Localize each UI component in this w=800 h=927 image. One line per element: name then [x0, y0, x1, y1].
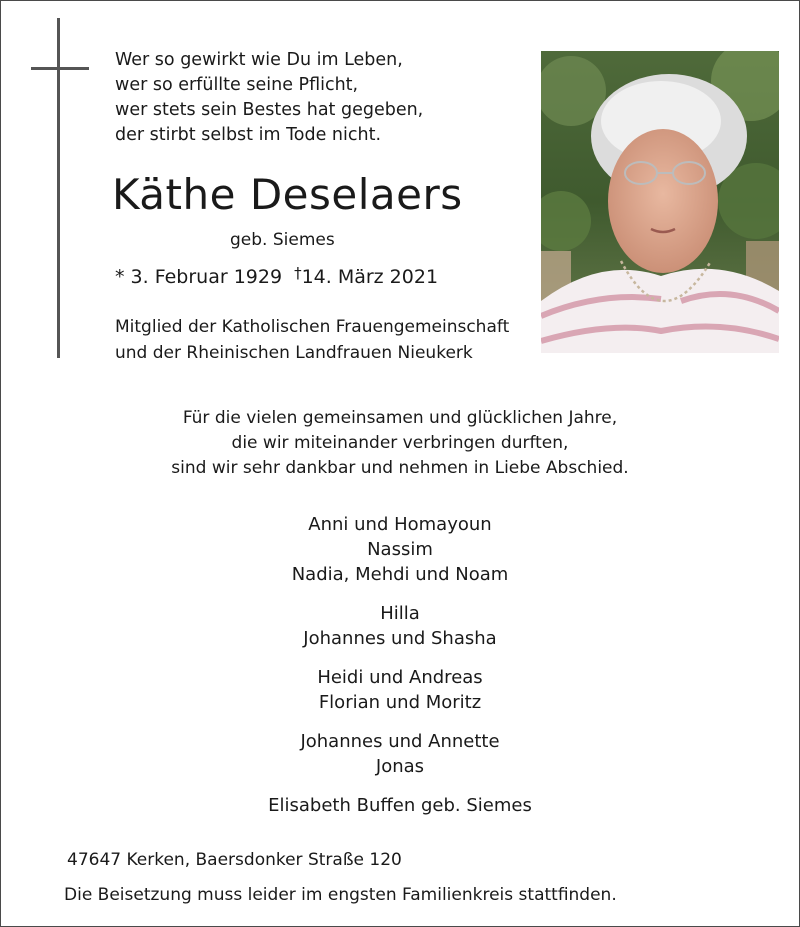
poem-line: der stirbt selbst im Tode nicht.	[115, 125, 382, 145]
mourner-line: Florian und Moritz	[318, 692, 482, 713]
tribute-text	[0, 406, 800, 481]
membership-text	[115, 314, 509, 366]
mourner-line: Elisabeth Buffen geb. Siemes	[268, 795, 532, 816]
poem-line: wer stets sein Bestes hat gegeben,	[115, 100, 424, 120]
mourners-list	[0, 512, 800, 832]
poem-line: Wer so gewirkt wie Du im Leben,	[115, 50, 403, 70]
memorial-poem	[115, 48, 423, 148]
mourner-line: Hilla	[380, 603, 420, 624]
deceased-name: Käthe Deselaers	[112, 170, 463, 219]
mourner-group	[0, 512, 800, 587]
dagger-icon: †	[294, 264, 302, 282]
tribute-line: Für die vielen gemeinsamen und glücklichen Jahre,	[182, 408, 618, 428]
life-dates	[115, 264, 438, 288]
mourner-line: Johannes und Shasha	[303, 628, 497, 649]
mourner-group	[0, 729, 800, 779]
mourner-group	[0, 601, 800, 651]
tribute-line: sind wir sehr dankbar und nehmen in Liebe Abschied.	[171, 458, 629, 478]
poem-line: wer so erfüllte seine Pflicht,	[115, 75, 359, 95]
mourner-line: Heidi und Andreas	[317, 667, 483, 688]
tribute-line: die wir miteinander verbringen durften,	[231, 433, 569, 453]
mourner-group	[0, 665, 800, 715]
birth-date: * 3. Februar 1929	[115, 266, 283, 288]
mourner-line: Nassim	[367, 539, 433, 560]
portrait-photo	[541, 51, 779, 353]
mourner-line: Nadia, Mehdi und Noam	[291, 564, 509, 585]
death-date: 14. März 2021	[301, 266, 439, 288]
membership-line: Mitglied der Katholischen Frauengemeinschaft	[115, 317, 510, 337]
burial-note: Die Beisetzung muss leider im engsten Familienkreis stattfinden.	[64, 885, 617, 905]
family-address: 47647 Kerken, Baersdonker Straße 120	[67, 850, 402, 870]
membership-line: und der Rheinischen Landfrauen Nieukerk	[115, 343, 473, 363]
mourner-group	[0, 793, 800, 818]
mourner-line: Anni und Homayoun	[308, 514, 492, 535]
mourner-line: Jonas	[375, 756, 425, 777]
mourner-line: Johannes und Annette	[300, 731, 500, 752]
maiden-name: geb. Siemes	[230, 230, 335, 250]
